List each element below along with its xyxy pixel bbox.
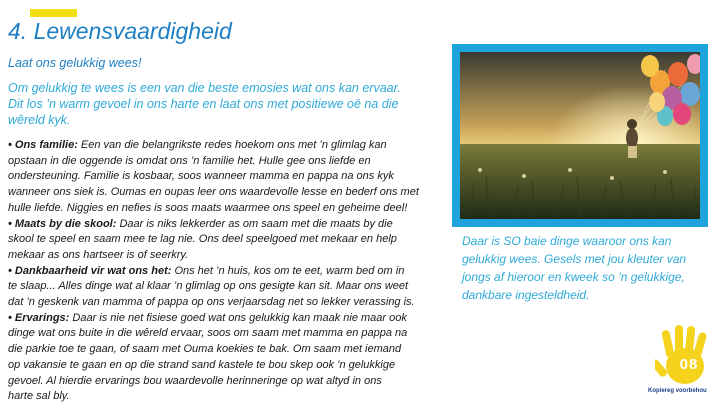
intro-line: Om gelukkig te wees is een van die beste emosies wat ons kan ervaar. bbox=[8, 81, 401, 95]
body-line: ondersteuning. Familie is kosbaar, soos wanneer mamma en pappa na ons kyk bbox=[8, 170, 394, 183]
body-line: • Ons familie: Een van die belangrikste redes hoekom ons met ’n glimlag kan bbox=[8, 139, 387, 151]
page-subtitle: Laat ons gelukkig wees! bbox=[8, 56, 142, 70]
intro-paragraph bbox=[8, 80, 438, 128]
tip-line: dankbare ingesteldheid. bbox=[462, 288, 590, 302]
balloons-field-photo bbox=[460, 52, 700, 219]
section-heading-ervarings: • Ervarings: bbox=[8, 311, 70, 324]
intro-line: wêreld kyk. bbox=[8, 113, 71, 127]
body-line: • Ervarings: Daar is nie net fisiese goed wat ons gelukkig kan maak nie maar ook bbox=[8, 311, 407, 324]
section-heading-dankbaarheid: • Dankbaarheid vir wat ons het: bbox=[8, 264, 172, 277]
body-line: te slaap... Alles dinge wat al klaar ’n glimlag op ons gesigte kan sit. Maar ons weet bbox=[8, 280, 409, 293]
body-line: gevoel. Al hierdie ervarings bou waardevolle herinneringe op wat altyd in ons bbox=[8, 374, 382, 387]
body-line: wanneer ons siek is. Oumas en oupas leer ons waardevolle lesse en bederf ons met bbox=[8, 186, 419, 199]
tip-paragraph bbox=[462, 232, 712, 304]
body-line: • Dankbaarheid vir wat ons het: Ons het ’n huis, kos om te eet, warm bed om in bbox=[8, 264, 405, 277]
body-line: op vakansie te gaan en op die strand sand kastele te bou skep ook ’n gelukkige bbox=[8, 358, 396, 371]
body-line: dat ’n geskenk van mamma of pappa op ons verjaarsdag net so lekker verassing is. bbox=[8, 296, 415, 309]
page-number: 08 bbox=[679, 356, 699, 373]
body-text bbox=[8, 138, 448, 405]
tip-line: gelukkig wees. Gesels met jou kleuter van bbox=[462, 252, 687, 266]
body-line: hulle liefde. Niggies en nefies is soos maats waarmee ons speel en geheime deel! bbox=[8, 201, 408, 214]
section-heading-familie: • Ons familie: bbox=[8, 139, 78, 151]
hand-icon bbox=[655, 324, 715, 386]
body-line: harte sal bly. bbox=[8, 390, 70, 403]
body-line: skool te speel en saam mee te lag nie. Ons deel speelgoed met mekaar en help bbox=[8, 233, 397, 246]
body-line: opstaan in die oggende is omdat ons ’n familie het. Hulle gee ons liefde en bbox=[8, 154, 371, 167]
intro-line: Dit los ’n warm gevoel in ons harte en laat ons met positiewe oë na die bbox=[8, 97, 399, 111]
body-line: die parkie toe te gaan, of saam met Ouma koekies te bak. Om saam met iemand bbox=[8, 343, 402, 356]
tip-line: jongs af hieroor en kweek so ’n gelukkige, bbox=[462, 270, 685, 284]
body-line: • Maats by die skool: Daar is niks lekkerder as om saam met die maats by die bbox=[8, 217, 393, 230]
section-heading-maats: • Maats by die skool: bbox=[8, 217, 117, 230]
tip-line: Daar is SO baie dinge waaroor ons kan bbox=[462, 234, 672, 248]
copyright-notice: Kopiereg voorbehou bbox=[648, 388, 707, 394]
body-line: mekaar as ons hartseer is of seerkry. bbox=[8, 248, 189, 261]
body-line: dinge wat ons buite in die wêreld ervaar, soos om saam met mamma en pappa na bbox=[8, 327, 408, 340]
page-title: 4. Lewensvaardigheid bbox=[8, 18, 232, 44]
accent-bar bbox=[30, 9, 77, 17]
photo-frame bbox=[452, 44, 708, 227]
